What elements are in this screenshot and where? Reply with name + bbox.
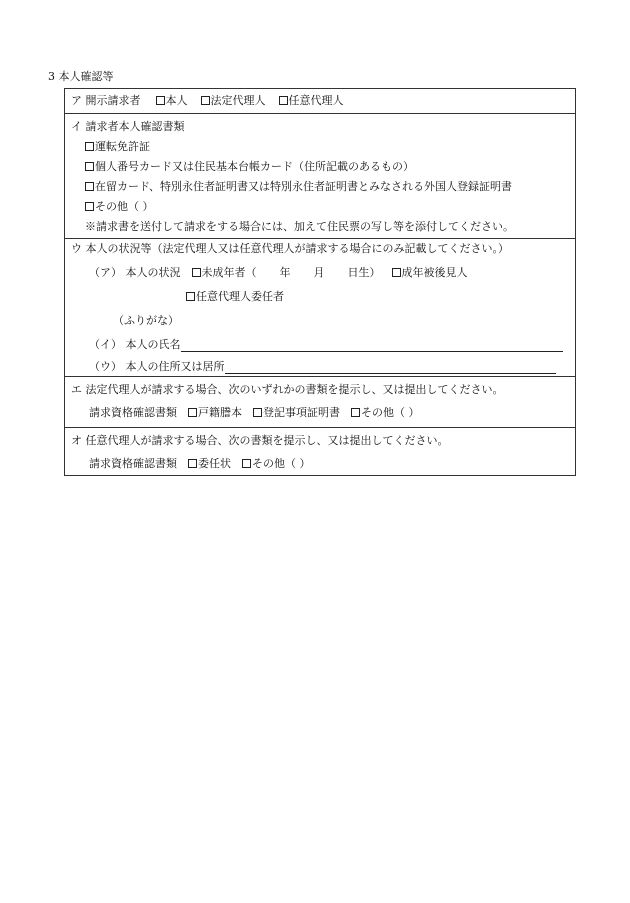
checkbox-residence-card[interactable] [85, 182, 94, 191]
row-requester-type [65, 89, 575, 113]
checkbox-delegator[interactable] [186, 292, 195, 301]
section-title: 3 本人確認等 [48, 70, 114, 83]
birth-day-label: 日生） [347, 266, 381, 279]
checkbox-power-of-attorney[interactable] [188, 459, 197, 468]
checkbox-voluntary-agent[interactable] [279, 96, 288, 105]
legal-rep-doc-label: 請求資格確認書類 [89, 406, 177, 419]
checkbox-id-other[interactable] [85, 202, 94, 211]
requester-type-heading: ア 開示請求者 [71, 94, 141, 107]
birth-month-label: 月 [313, 266, 325, 279]
identity-verification-form [64, 88, 576, 476]
voluntary-other-label: その他（ ） [252, 457, 311, 470]
checkbox-legal-rep-other[interactable] [351, 408, 360, 417]
birth-year-label: 年 [279, 266, 291, 279]
power-of-attorney-label: 委任状 [198, 457, 231, 470]
checkbox-drivers-license[interactable] [85, 142, 94, 151]
mail-request-note: ※請求書を送付して請求をする場合には、加えて住民票の写し等を添付してください。 [85, 220, 514, 233]
status-label: （ア） 本人の状況 [89, 266, 181, 279]
row-voluntary-agent-docs [65, 427, 575, 476]
furigana-label: （ふりがな） [113, 314, 179, 327]
principal-address-label: （ウ） 本人の住所又は居所 [89, 360, 225, 373]
principal-address-field[interactable] [225, 361, 556, 374]
id-doc-other: その他（ ） [95, 200, 154, 213]
checkbox-my-number-card[interactable] [85, 162, 94, 171]
voluntary-agent-doc-label: 請求資格確認書類 [89, 457, 177, 470]
checkbox-minor[interactable] [192, 268, 201, 277]
legal-rep-other-label: その他（ ） [361, 406, 420, 419]
option-self-label: 本人 [165, 94, 188, 107]
principal-name-label: （イ） 本人の氏名 [89, 338, 181, 351]
row-legal-representative-docs [65, 376, 575, 428]
option-voluntary-agent-label: 任意代理人 [288, 94, 344, 107]
checkbox-adult-ward[interactable] [392, 268, 401, 277]
checkbox-family-register[interactable] [188, 408, 197, 417]
id-doc-drivers-license: 運転免許証 [95, 140, 150, 153]
family-register-label: 戸籍謄本 [198, 406, 242, 419]
id-doc-residence-card: 在留カード、特別永住者証明書又は特別永住者証明書とみなされる外国人登録証明書 [95, 180, 513, 193]
id-doc-my-number-card: 個人番号カード又は住民基本台帳カード（住所記載のあるもの） [95, 160, 414, 173]
id-documents-heading: イ 請求者本人確認書類 [71, 120, 185, 133]
registration-certificate-label: 登記事項証明書 [263, 406, 340, 419]
checkbox-self[interactable] [156, 96, 165, 105]
voluntary-agent-heading: オ 任意代理人が請求する場合、次の書類を提示し、又は提出してください。 [71, 434, 449, 447]
checkbox-registration-certificate[interactable] [253, 408, 262, 417]
delegator-label: 任意代理人委任者 [196, 290, 284, 303]
checkbox-voluntary-other[interactable] [242, 459, 251, 468]
row-principal-status [65, 238, 575, 377]
option-legal-representative-label: 法定代理人 [210, 94, 266, 107]
principal-name-field[interactable] [181, 339, 563, 352]
principal-status-heading: ウ 本人の状況等（法定代理人又は任意代理人が請求する場合にのみ記載してください。） [71, 242, 509, 255]
minor-label: 未成年者（ [201, 266, 257, 279]
legal-rep-heading: エ 法定代理人が請求する場合、次のいずれかの書類を提示し、又は提出してください。 [71, 383, 504, 396]
row-id-documents [65, 113, 575, 239]
adult-ward-label: 成年被後見人 [401, 266, 468, 279]
checkbox-legal-representative[interactable] [201, 96, 210, 105]
